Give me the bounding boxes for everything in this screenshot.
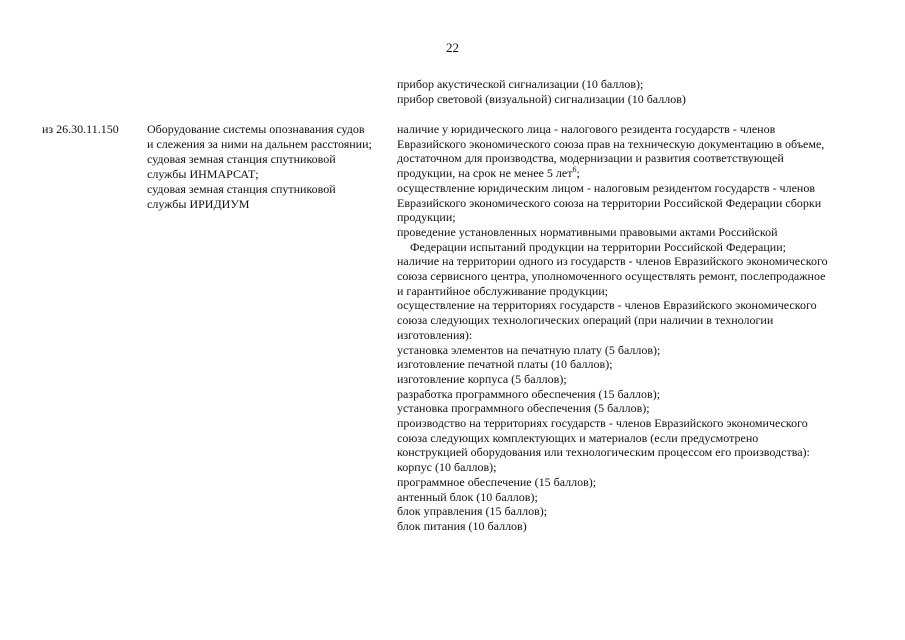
condition-line xyxy=(397,504,877,519)
condition-line xyxy=(397,387,877,402)
condition-line xyxy=(397,284,877,299)
condition-line xyxy=(397,343,877,358)
condition-text: блок управления (15 баллов); xyxy=(397,504,548,519)
condition-text: антенный блок (10 баллов); xyxy=(397,489,538,504)
condition-text: союза следующих комплектующих и материалов (если предусмотрено xyxy=(397,430,759,445)
condition-line xyxy=(397,210,877,225)
condition-line xyxy=(397,416,877,431)
condition-line xyxy=(397,490,877,505)
condition-line xyxy=(397,137,877,152)
condition-text: и гарантийное обслуживание продукции; xyxy=(397,283,608,298)
condition-line xyxy=(397,357,877,372)
footnote-marker: 6 xyxy=(572,165,577,175)
condition-line xyxy=(397,372,877,387)
condition-line xyxy=(397,475,877,490)
condition-line xyxy=(397,313,877,328)
condition-line xyxy=(397,298,877,313)
product-name-line: службы ИНМАРСАТ; xyxy=(147,167,259,181)
condition-line xyxy=(397,254,877,269)
condition-text: установка элементов на печатную плату (5 баллов); xyxy=(397,342,661,357)
condition-text: Евразийского экономического союза на территории Российской Федерации сборки xyxy=(397,195,822,210)
condition-line xyxy=(397,181,877,196)
condition-line: прибор акустической сигнализации (10 баллов); xyxy=(397,77,644,91)
condition-line xyxy=(397,122,877,137)
condition-text: проведение установленных нормативными правовыми актами Российской xyxy=(397,224,778,239)
product-name-line: судовая земная станция спутниковой xyxy=(147,152,336,166)
condition-text: союза сервисного центра, уполномоченного осуществлять ремонт, послепродажное xyxy=(397,269,826,284)
conditions-list xyxy=(397,122,877,534)
condition-text: программное обеспечение (15 баллов); xyxy=(397,474,597,489)
condition-line xyxy=(397,151,877,166)
condition-text: изготовление корпуса (5 баллов); xyxy=(397,371,567,386)
condition-line xyxy=(397,460,877,475)
condition-text: осуществление юридическим лицом - налоговым резидентом государств - членов xyxy=(397,180,815,195)
condition-text: блок питания (10 баллов) xyxy=(397,518,527,533)
product-name-line: Оборудование системы опознавания судов xyxy=(147,122,365,136)
condition-line xyxy=(397,401,877,416)
condition-text: конструкцией оборудования или технологическим процессом его производства): xyxy=(397,445,810,460)
condition-line xyxy=(397,166,877,181)
product-name-line: и слежения за ними на дальнем расстоянии; xyxy=(147,137,372,151)
condition-text: осуществление на территориях государств - членов Евразийского экономического xyxy=(397,298,817,313)
condition-line xyxy=(397,225,877,240)
condition-text: наличие у юридического лица - налогового резидента государств - членов xyxy=(397,122,776,136)
product-name xyxy=(147,122,397,212)
condition-text: наличие на территории одного из государств - членов Евразийского экономического xyxy=(397,254,828,269)
product-code: из 26.30.11.150 xyxy=(42,122,119,136)
product-name-line: судовая земная станция спутниковой xyxy=(147,182,336,196)
condition-text: союза следующих технологических операций (при наличии в технологии xyxy=(397,313,774,328)
condition-text-tail: ; xyxy=(576,166,580,181)
condition-text: Федерации испытаний продукции на территории Российской Федерации; xyxy=(410,239,786,254)
condition-line xyxy=(397,445,877,460)
condition-line xyxy=(397,240,877,255)
condition-text: продукции; xyxy=(397,210,456,225)
condition-text: изготовления): xyxy=(397,327,473,342)
condition-line: прибор световой (визуальной) сигнализации (10 баллов) xyxy=(397,92,686,106)
continuation-conditions xyxy=(397,77,877,107)
condition-line xyxy=(397,196,877,211)
condition-line xyxy=(397,328,877,343)
product-name-line: службы ИРИДИУМ xyxy=(147,197,250,211)
condition-text: корпус (10 баллов); xyxy=(397,460,497,475)
condition-text: изготовление печатной платы (10 баллов); xyxy=(397,357,613,372)
condition-text: разработка программного обеспечения (15 баллов); xyxy=(397,386,661,401)
condition-text: Евразийского экономического союза прав на техническую документацию в объеме, xyxy=(397,136,825,151)
condition-line xyxy=(397,431,877,446)
condition-line xyxy=(397,519,877,534)
condition-text: продукции, на срок не менее 5 лет xyxy=(397,166,573,181)
condition-text: установка программного обеспечения (5 баллов); xyxy=(397,401,650,416)
condition-text: производство на территориях государств - членов Евразийского экономического xyxy=(397,416,808,431)
condition-text: достаточном для производства, модернизации и развития соответствующей xyxy=(397,151,784,166)
page-number: 22 xyxy=(446,40,459,55)
condition-line xyxy=(397,269,877,284)
